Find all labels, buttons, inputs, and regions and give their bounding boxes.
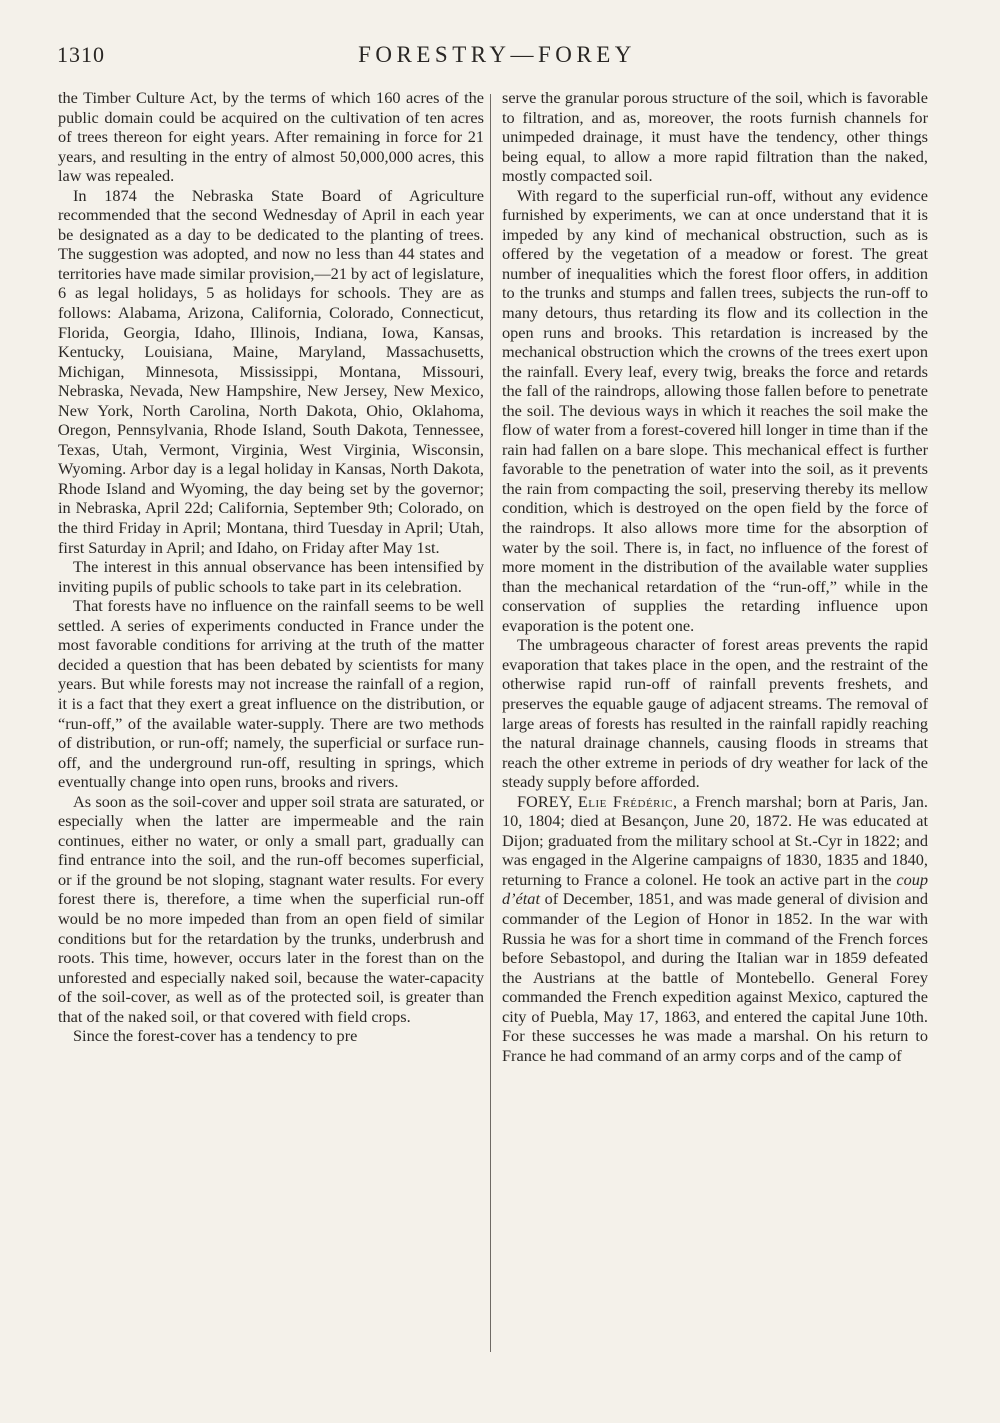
paragraph: Since the forest-cover has a tendency to pre	[73, 1026, 358, 1046]
page-number: 1310	[57, 42, 105, 67]
entry-italic-phrase: coup d’état	[502, 869, 928, 909]
entry-text: , a French marshal; born at Paris, Jan. 10, 1804; died at Besançon, June 20, 1872. He was educated at Dijon; graduated from the military school at St.-Cyr in 1822; and was engaged in the Algerine campaigns of 1830, 1835 and 1840, returning to France a colonel. He took an active part in the	[502, 791, 929, 889]
paragraph: As soon as the soil-cover and upper soil strata are saturated, or especially when the latter are impermeable and the rain continues, either no water, or only a small part, gradually can find entrance into the soil, and the run-off becomes superficial, or if the ground be not sloping, stagnant water results. For every forest there is, therefore, a time when the superficial run-off would be no more impeded than from an open field of similar conditions but for the retardation by the trunks, underbrush and roots. This time, however, occurs later in the forest than on the unforested and especially naked soil, because the water-capacity of the soil-cover, as well as of the protected soil, is greater than that of the naked soil, or that covered with field crops.	[58, 791, 484, 1026]
paragraph: the Timber Culture Act, by the terms of which 160 acres of the public domain could be acquired on the cultivation of ten acres of trees thereon for eight years. After remaining in force for 21 years, and resulting in the entry of almost 50,000,000 acres, this law was repealed.	[58, 88, 484, 186]
paragraph: That forests have no influence on the rainfall seems to be well settled. A series of experiments conducted in France under the most favorable conditions for arriving at the truth of the matter decided a question that has been debated by scientists for many years. But while forests may not increase the rainfall of a region, it is a fact that they exert a great influence on the distribution, or “run-off,” of the available water-supply. There are two methods of distribution, or run-off; namely, the superficial or surface run-off, and the underground run-off, resulting in springs, which eventually change into open runs, brooks and rivers.	[58, 596, 484, 792]
entry-headword: FOREY,	[517, 791, 573, 811]
page-header	[57, 42, 937, 76]
paragraph: The umbrageous character of forest areas prevents the rapid evaporation that takes place in the open, and the restraint of the otherwise rapid run-off of rainfall prevents freshets, and preserves the equable gauge of adjacent streams. The removal of large areas of forests has resulted in the rainfall rapidly reaching the natural drainage channels, causing floods in streams that reach the other extreme in periods of dry weather for lack of the steady supply before afforded.	[502, 635, 928, 792]
left-column	[58, 88, 484, 1046]
column-divider	[490, 94, 491, 1352]
paragraph: In 1874 the Nebraska State Board of Agriculture recommended that the second Wednesday of April in each year be designated as a day to be dedicated to the planting of trees. The suggestion was adopted, and now no less than 44 states and territories have made similar provision,—21 by act of legislature, 6 as legal holidays, 5 as holidays for schools. They are as follows: Alabama, Arizona, California, Colorado, Connecticut, Florida, Georgia, Idaho, Illinois, Indiana, Iowa, Kansas, Kentucky, Louisiana, Maine, Maryland, Massachusetts, Michigan, Minnesota, Mississippi, Montana, Missouri, Nebraska, Nevada, New Hampshire, New Jersey, New Mexico, New York, North Carolina, North Dakota, Ohio, Oklahoma, Oregon, Pennsylvania, Rhode Island, South Dakota, Tennessee, Texas, Utah, Vermont, Virginia, West Virginia, Wisconsin, Wyoming. Arbor day is a legal holiday in Kansas, North Dakota, Rhode Island and Wyoming, the day being set by the governor; in Nebraska, April 22d; California, September 9th; Colorado, on the third Friday in April; Montana, third Tuesday in April; Utah, first Saturday in April; and Idaho, on Friday after May 1st.	[58, 185, 484, 557]
running-head: FORESTRY—FOREY	[358, 42, 636, 67]
entry-text-continued: of December, 1851, and was made general of division and commander of the Legion of Honor in 1852. In the war with Russia he was for a short time in command of the French forces before Sebastopol, and during the Italian war in 1859 defeated the Austrians at the battle of Montebello. General Forey commanded the French expedition against Mexico, captured the city of Puebla, May 17, 1863, and entered the capital June 10th. For these successes he was made a marshal. On his return to France he had command of an army corps and of the camp of	[502, 889, 928, 1065]
forey-entry	[502, 792, 928, 1066]
paragraph: With regard to the superficial run-off, without any evidence furnished by experiments, we can at once understand that it is impeded by any kind of mechanical obstruction, such as is offered by the vegetation of a meadow or forest. The great number of inequalities which the forest floor offers, in addition to the trunks and stumps and fallen trees, subjects the run-off to many detours, thus retarding its flow and its collection in the open runs and brooks. This retardation is increased by the mechanical obstruction which the crowns of the trees exert upon the rainfall. Every leaf, every twig, breaks the force and retards the fall of the raindrops, allowing those fallen before to penetrate the soil. The devious ways in which it reaches the soil make the flow of water from a forest-covered hill longer in time than if the rain had fallen on a bare slope. This mechanical effect is further favorable to the penetration of water into the soil, as it prevents the rain from compacting the soil, preserving thereby its mellow condition, which is destroyed on the open field by the force of the raindrops. It also allows more time for the absorption of water by the soil. There is, in fact, no influence of the forest of more moment in the distribution of the available water supplies than the mechanical retardation of the “run-off,” while in the conservation of supplies the retarding influence upon evaporation is the potent one.	[502, 185, 928, 635]
paragraph: serve the granular porous structure of the soil, which is favorable to filtration, and as, moreover, the roots furnish channels for unimpeded drainage, it must have the tendency, other things being equal, to allow a more rapid filtration than the naked, mostly compacted soil.	[502, 88, 928, 186]
paragraph: The interest in this annual observance has been intensified by inviting pupils of public schools to take part in its celebration.	[58, 557, 484, 596]
right-column	[502, 88, 928, 1065]
entry-given-names: Elie Frédéric	[577, 791, 674, 811]
